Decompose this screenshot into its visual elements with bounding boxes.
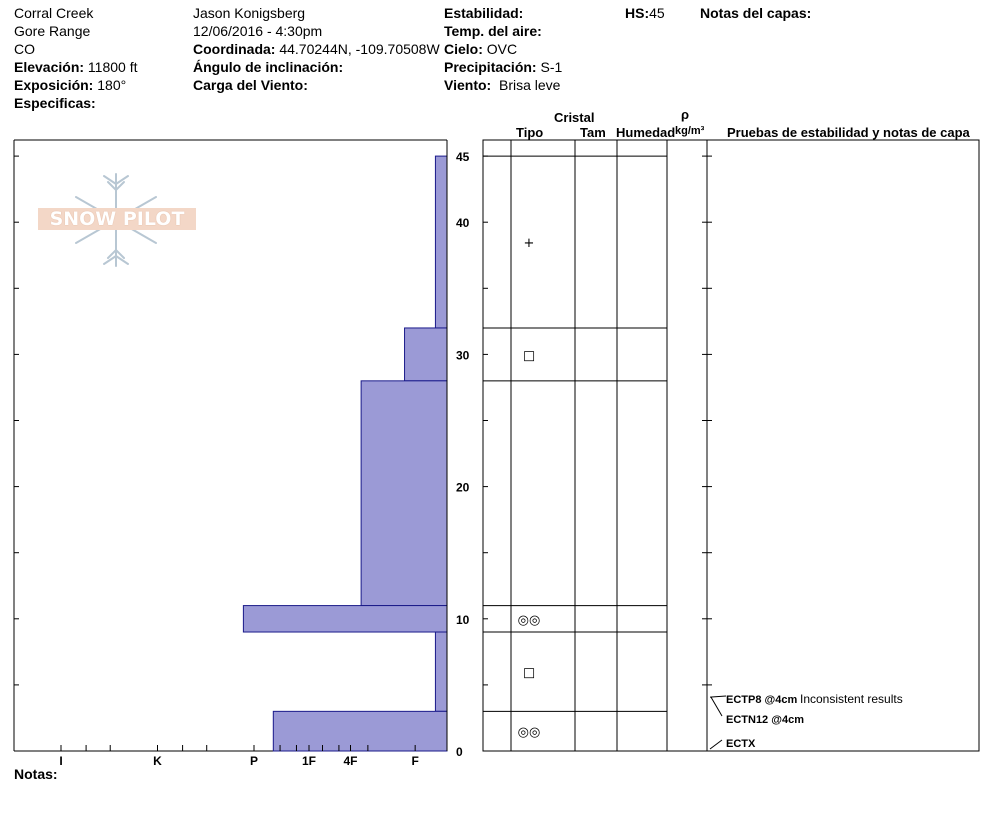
coord-label: Coordinada: xyxy=(193,41,276,57)
hardness-tick-label: K xyxy=(153,754,162,768)
aspect-value: 180° xyxy=(97,77,127,93)
rho-header: ρ xyxy=(681,107,690,122)
hs-value: 45 xyxy=(649,5,665,21)
hardness-bar xyxy=(243,606,447,632)
density-unit-header: kg/m³ xyxy=(675,125,705,137)
state-name: CO xyxy=(14,41,35,57)
hardness-bar xyxy=(435,156,447,328)
test-pointer xyxy=(710,696,726,697)
hardness-bar xyxy=(273,711,447,751)
crystal-symbol: ◎◎ xyxy=(517,725,541,741)
observer-name: Jason Konigsberg xyxy=(193,5,306,21)
depth-tick-label: 0 xyxy=(456,745,463,759)
depth-tick-label: 20 xyxy=(456,480,470,495)
type-header: Tipo xyxy=(516,125,544,140)
hardness-tick-label: I xyxy=(59,754,63,768)
depth-tick-label: 30 xyxy=(456,348,470,363)
specifics-label: Especificas: xyxy=(14,95,96,111)
crystal-symbol: + xyxy=(523,236,535,252)
depth-tick-label: 40 xyxy=(456,216,470,231)
test-pointer xyxy=(710,740,722,749)
depth-tick-label: 45 xyxy=(456,150,470,165)
layer-table-frame xyxy=(483,140,979,751)
sky-value: OVC xyxy=(486,41,518,57)
wind-load-label: Carga del Viento: xyxy=(193,77,308,93)
hardness-bar xyxy=(435,632,447,711)
slope-label: Ángulo de inclinación: xyxy=(193,59,344,75)
crystal-symbol: □ xyxy=(522,665,536,681)
hardness-tick-label: F xyxy=(411,754,419,768)
depth-tick-label: 10 xyxy=(456,612,470,627)
test-label: ECTN12 @4cm xyxy=(726,714,804,726)
tests-header: Pruebas de estabilidad y notas de capa xyxy=(727,125,970,140)
hardness-bar xyxy=(361,381,447,606)
precip-value: S-1 xyxy=(540,59,563,75)
test-label: ECTX xyxy=(726,738,756,750)
size-header: Tam xyxy=(580,125,606,140)
hardness-tick-label: 4F xyxy=(343,754,358,768)
aspect-label: Exposición: xyxy=(14,77,94,93)
hardness-tick-label: P xyxy=(249,754,259,768)
layer-notes-label: Notas del capas: xyxy=(700,5,812,21)
elevation-label: Elevación: xyxy=(14,59,85,75)
notes-row xyxy=(14,765,58,783)
notes-label: Notas: xyxy=(14,766,58,782)
location-name: Corral Creek xyxy=(14,5,94,21)
hardness-tick-label: 1F xyxy=(301,754,317,768)
sky-label: Cielo: xyxy=(444,41,483,57)
logo-text: SNOW PILOT xyxy=(38,208,196,230)
range-name: Gore Range xyxy=(14,23,91,39)
crystal-header: Cristal xyxy=(554,110,595,125)
wind-value: Brisa leve xyxy=(498,77,561,93)
stability-label: Estabilidad: xyxy=(444,5,524,21)
test-note: Inconsistent results xyxy=(800,692,903,706)
coord-value: 44.70244N, -109.70508W xyxy=(279,41,440,57)
moisture-header: Humedad xyxy=(616,125,676,140)
air-temp-label: Temp. del aire: xyxy=(444,23,542,39)
test-pointer xyxy=(711,697,722,716)
hardness-bar xyxy=(405,328,447,381)
elevation-value: 11800 ft xyxy=(87,59,138,75)
crystal-symbol: □ xyxy=(522,348,536,364)
hs-label: HS: xyxy=(625,5,650,21)
precip-label: Precipitación: xyxy=(444,59,537,75)
crystal-symbol: ◎◎ xyxy=(517,612,541,628)
test-label: ECTP8 @4cm xyxy=(726,694,798,706)
observation-datetime: 12/06/2016 - 4:30pm xyxy=(193,23,323,39)
wind-label: Viento: xyxy=(444,77,492,93)
